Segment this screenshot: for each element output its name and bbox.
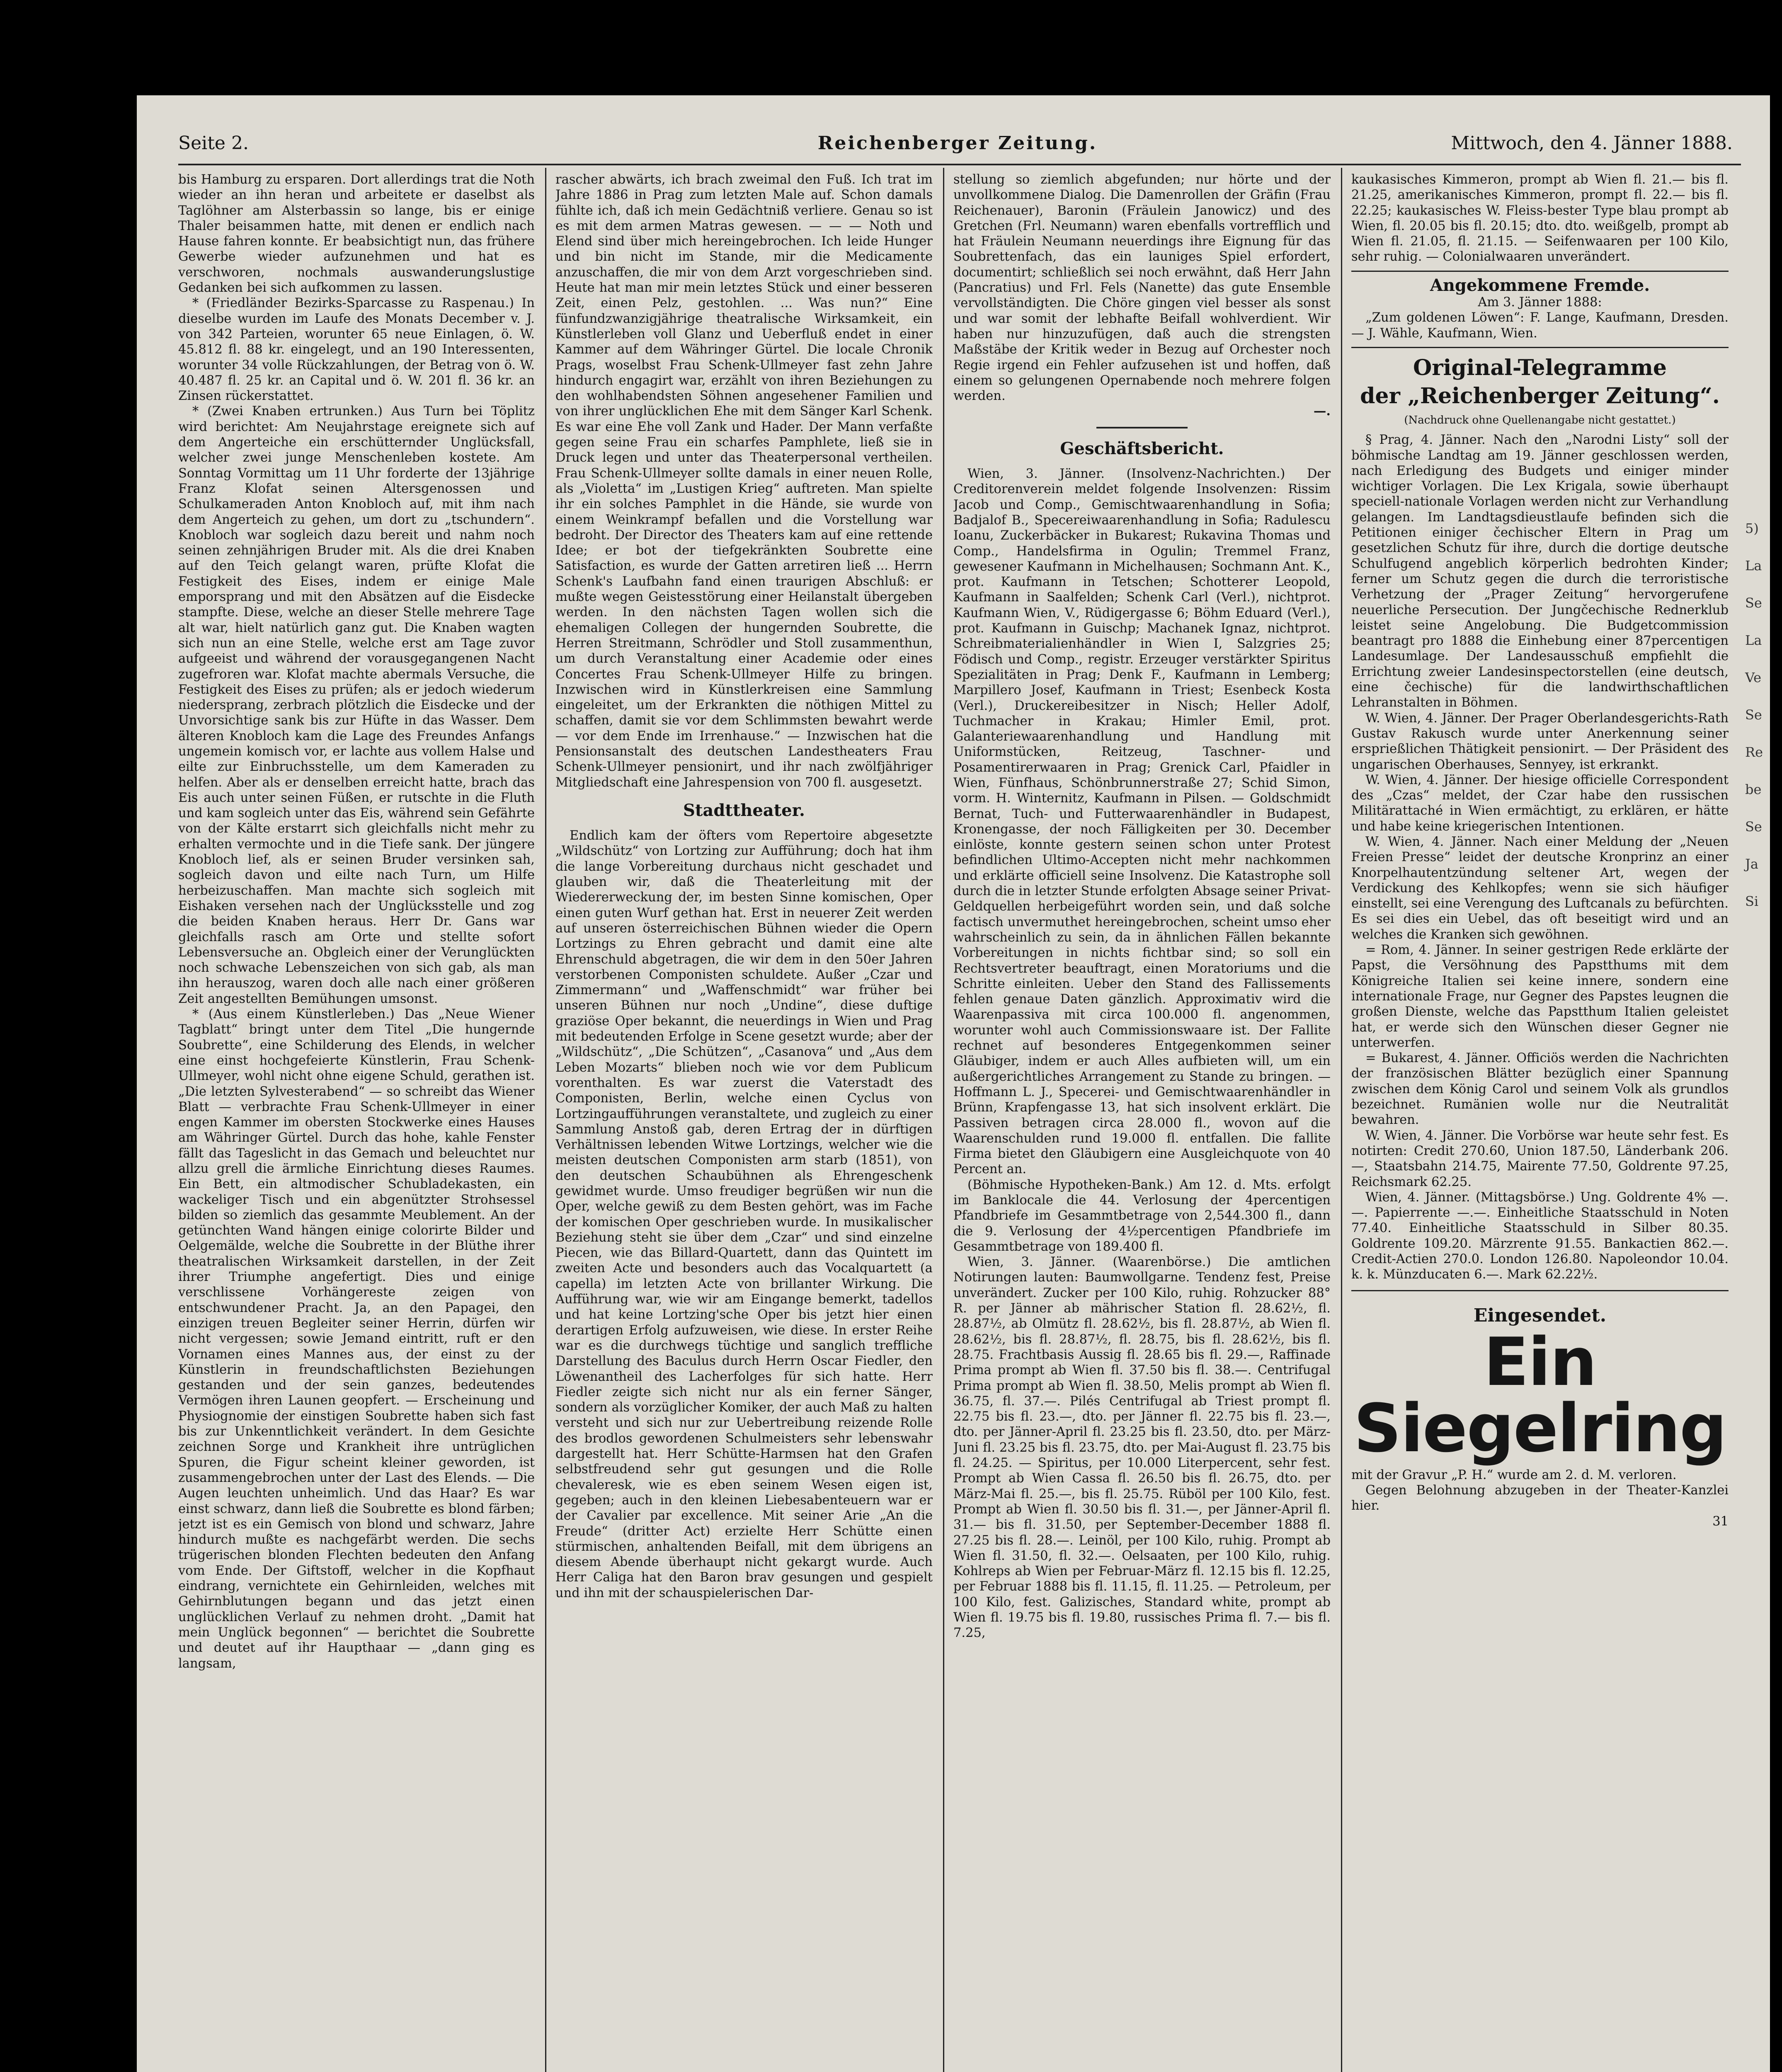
column-3	[953, 172, 1331, 2072]
section-heading-geschaeftsbericht: Geschäftsbericht.	[1060, 438, 1224, 458]
advert-section-heading: Eingesendet.	[1473, 1305, 1607, 1326]
issue-date: Mittwoch, den 4. Jänner 1888.	[1451, 133, 1733, 154]
adjacent-page-edge	[1745, 510, 1770, 920]
article-paragraph: (Böhmische Hypotheken-Bank.) Am 12. d. Mts. erfolgt im Banklocale die 44. Verlosung der 4percentigen Pfandbriefe im Gesammtbetrage von 2,544.300 fl., dann die 9. Verlosung der 4½percentigen Pfandbriefe im Gesammtbetrage von 189.400 fl.	[953, 1177, 1331, 1254]
edge-fragment: Se	[1745, 819, 1762, 835]
edge-fragment: La	[1745, 632, 1762, 648]
advert-text: Gegen Belohnung abzugeben in der Theater-Kanzlei hier.	[1351, 1483, 1729, 1513]
divider	[1351, 271, 1729, 272]
edge-fragment: Ja	[1745, 856, 1758, 872]
edge-fragment: Ve	[1745, 670, 1762, 685]
article-paragraph: Endlich kam der öfters vom Repertoire abgesetzte „Wildschütz“ von Lortzing zur Aufführung; doch hat ihm die lange Vorbereitung durchaus nicht geschadet und glauben wir, daß die Theaterleitung mit der Wiedererweckung der, im besten Sinne komischen, Oper einen guten Wurf gethan hat. Erst in neuerer Zeit werden auf unseren österreichischen Bühnen wieder die Opern Lortzings zu Ehren gebracht und damit eine alte Ehrenschuld abgetragen, die wir dem in den 50er Jahren verstorbenen Componisten schuldete. Außer „Czar und Zimmermann“ und „Waffenschmidt“ war früher bei unseren Bühnen nur noch „Undine“, diese duftige graziöse Oper bekannt, die neuerdings in Wien und Prag mit bedeutenden Erfolge in Scene gesetzt wurde; aber der „Wildschütz“, „Die Schützen“, „Casanova“ und „Aus dem Leben Mozarts“ blieben noch wie vor dem Publicum vorenthalten. Es war zuerst die Vaterstadt des Componisten, Berlin, welche einen Cyclus von Lortzingaufführungen veranstaltete, und zugleich zu einer Sammlung Anstoß gab, deren Ertrag der in dürftigen Verhältnissen lebenden Witwe Lortzings, welcher wie die meisten deutschen Componisten arm starb (1851), von den deutschen Schaubühnen als Ehrengeschenk gewidmet wurde. Umso freudiger begrüßen wir nun die Oper, welche gewiß zu dem Besten gehört, was im Fache der komischen Oper geschrieben wurde. In musikalischer Beziehung steht sie über dem „Czar“ und sind einzelne Piecen, wie das Billard-Quartett, dann das Quintett im zweiten Acte und besonders auch das Vocalquartett (a capella) im letzten Acte von brillanter Wirkung. Die Aufführung war, wie wir am Eingange bemerkt, tadellos und hat keine Lortzing'sche Oper bis jetzt hier einen derartigen Erfolg aufzuweisen, wie diese. In erster Reihe war es die durchwegs tüchtige und sanglich treffliche Darstellung des Baculus durch Herrn Oscar Fiedler, den Löwenantheil des Lacherfolges für sich hatte. Herr Fiedler zeigte sich nicht nur als ein ferner Sänger, sondern als vorzüglicher Komiker, der auch Maß zu halten versteht und sich nur zur Uebertreibung reizende Rolle des brodlos gewordenen Schulmeisters sehr lebenswahr dargestellt hat. Herr Schütte-Harmsen hat den Grafen selbstfreudend sehr gut gesungen und die Rolle chevaleresk, wie es eben seinem Wesen eigen ist, gegeben; auch in den kleinen Liebesabenteuern war er der Cavalier par excellence. Mit seiner Arie „An die Freude“ (dritter Act) erzielte Herr Schütte einen stürmischen, anhaltenden Beifall, mit dem übrigens an diesem Abende überhaupt nicht gekargt wurde. Auch Herr Caliga hat den Baron brav gesungen und gespielt und ihn mit der schauspielerischen Dar-	[555, 828, 933, 1600]
column-divider	[1341, 168, 1342, 2072]
fremde-date: Am 3. Jänner 1888:	[1478, 295, 1602, 310]
column-4	[1351, 172, 1729, 2072]
divider	[1096, 427, 1188, 428]
edge-fragment: Se	[1745, 595, 1762, 611]
advert-text: mit der Gravur „P. H.“ wurde am 2. d. M. verloren.	[1351, 1467, 1677, 1482]
article-paragraph: kaukasisches Kimmeron, prompt ab Wien fl. 21.— bis fl. 21.25, amerikanisches Kimmeron, prompt fl. 22.— bis fl. 22.25; kaukasisches W. Fleiss-bester Type blau prompt ab Wien, fl. 20.05 bis fl. 20.15; dto. dto. weißgelb, prompt ab Wien fl. 21.05, fl. 21.15. — Seifenwaaren per 100 Kilo, sehr ruhig. — Colonialwaaren unverändert.	[1351, 172, 1729, 264]
article-paragraph: * (Zwei Knaben ertrunken.) Aus Turn bei Töplitz wird berichtet: Am Neujahrstage ereignete sich auf dem Angerteiche ein erschütternder Unglücksfall, welcher zwei junge Menschenleben kostete. Am Sonntag Vormittag um 11 Uhr forderte der 13jährige Franz Klofat seinen Altersgenossen und Schulkameraden Anton Knobloch auf, mit ihm nach dem Angerteich zu gehen, um dort zu „tschundern“. Knobloch war sogleich dazu bereit und nahm noch seinen zehnjährigen Bruder mit. Als die drei Knaben auf den Teich gelangt waren, prüfte Klofat die Festigkeit des Eises, indem er einige Male emporsprang und mit den Absätzen auf die Eisdecke stampfte. Diese, welche an dieser Stelle mehrere Tage alt war, hielt natürlich ganz gut. Die Knaben wagten sich nun an eine Stelle, welche erst am Tage zuvor aufgeeist und während der vorausgegangenen Nacht zugefroren war. Klofat machte abermals Versuche, die Festigkeit des Eises zu prüfen; als er jedoch wiederum niedersprang, zerbrach plötzlich die Eisdecke und der Unvorsichtige sank bis zur Hüfte in das Wasser. Dem älteren Knobloch kam die Lage des Freundes Anfangs ungemein komisch vor, er lachte aus vollem Halse und eilte zur Einbruchsstelle, um dem Kameraden zu helfen. Aber als er denselben erreicht hatte, brach das Eis auch unter seinen Füßen, er rutschte in die Fluth und kam sogleich unter das Eis, während sein Gefährte von der Kälte erstarrt sich gleichfalls nicht mehr zu erhalten vermochte und in die Tiefe sank. Der jüngere Knobloch lief, als er seinen Bruder versinken sah, sogleich davon und eilte nach Turn, um Hilfe herbeizuschaffen. Man machte sich sogleich mit Eishaken versehen nach der Unglücksstelle und zog die beiden Knaben heraus. Herr Dr. Gans war gleichfalls rasch am Orte und stellte sofort Lebensversuche an. Obgleich einer der Verunglückten noch schwache Lebenszeichen von sich gab, als man ihn herauszog, waren doch alle nach einer größeren Zeit angestellten Bemühungen umsonst.	[178, 404, 535, 1006]
article-paragraph: „Zum goldenen Löwen“: F. Lange, Kaufmann, Dresden. — J. Wähle, Kaufmann, Wien.	[1351, 310, 1729, 341]
telegram-subheading: der „Reichenberger Zeitung“.	[1360, 383, 1720, 409]
edge-fragment: Se	[1745, 707, 1762, 723]
edge-fragment: be	[1745, 782, 1762, 797]
column-divider	[545, 168, 546, 2072]
article-paragraph: bis Hamburg zu ersparen. Dort allerdings trat die Noth wieder an ihn heran und arbeitete er daselbst als Taglöhner am Alsterbassin so lange, bis er einige Thaler beisammen hatte, mit denen er endlich nach Hause fahren konnte. Er beabsichtigt nun, das frühere Gewerbe wieder aufzunehmen und hat es verschworen, nochmals auswanderungslustige Gedanken bei sich aufkommen zu lassen.	[178, 172, 535, 295]
header-rule	[178, 164, 1741, 165]
article-paragraph: * (Aus einem Künstlerleben.) Das „Neue Wiener Tagblatt“ bringt unter dem Titel „Die hungernde Soubrette“, eine Schilderung des Elends, in welcher eine einst hochgefeierte Künstlerin, Frau Schenk-Ullmeyer, wohl nicht ohne eigene Schuld, gerathen ist. „Die letzten Sylvesterabend“ — so schreibt das Wiener Blatt — verbrachte Frau Schenk-Ullmeyer in einer engen Kammer im obersten Stockwerke eines Hauses am Währinger Gürtel. Durch das hohe, kahle Fenster fällt das Tageslicht in das Gemach und beleuchtet nur allzu grell die ärmliche Einrichtung dieses Raumes. Ein Bett, ein altmodischer Schubladekasten, ein wackeliger Tisch und ein abgenützter Strohsessel bilden so ziemlich das gesammte Meublement. An der getünchten Wand hängen einige colorirte Bilder und Oelgemälde, welche die Soubrette in der Blüthe ihrer theatralischen Wirksamkeit darstellen, in der Zeit ihrer Triumphe angefertigt. Dies und einige verschlissene Vorhängereste zeigen von entschwundener Pracht. Ja, an den Papagei, den einzigen treuen Begleiter seiner Herrin, dürfen wir nicht vergessen; sowie Jemand eintritt, ruft er den Vornamen eines Mannes aus, der einst zu der Künstlerin in freundschaftlichsten Beziehungen gestanden und der sein ganzes, bedeutendes Vermögen ihren Launen geopfert. — Erscheinung und Physiognomie der einstigen Soubrette haben sich fast bis zur Unkenntlichkeit verändert. In dem Gesichte zeichnen Sorge und Krankheit ihre untrüglichen Spuren, die Figur scheint kleiner geworden, ist zusammengebrochen unter der Last des Elends. — Die Augen leuchten unheimlich. Und das Haar? Es war einst schwarz, dann ließ die Soubrette es blond färben; jetzt ist es ein Gemisch von blond und schwarz, Jahre hindurch mußte es nachgefärbt werden. Die sechs trügerischen blonden Flechten bedeuten den Anfang vom Ende. Der Giftstoff, welcher in die Kopfhaut eindrang, vernichtete ein Gehirnleiden, welches mit Gehirnblutungen begann und das jetzt einen unglücklichen Verlauf zu nehmen droht. „Damit hat mein Unglück begonnen“ — berichtet die Soubrette und deutet auf ihr Haupthaar — „dann ging es langsam,	[178, 1007, 535, 1671]
author-sign: —.	[1313, 404, 1331, 419]
divider	[1351, 1290, 1729, 1291]
divider	[1351, 347, 1729, 348]
article-paragraph: stellung so ziemlich abgefunden; nur hörte und der unvollkommene Dialog. Die Damenrollen der Gräfin (Frau Reichenauer), Baronin (Fräulein Janowicz) und des Gretchen (Frl. Neumann) waren ebenfalls vortrefflich und hat Fräulein Neumann neuerdings ihre Eignung für das Soubrettenfach, das ein launiges Spiel erfordert, documentirt; schließlich sei noch erwähnt, daß Herr Jahn (Pancratius) und Frl. Fels (Nanette) das gute Ensemble vervollständigten. Die Chöre gingen viel besser als sonst und war somit der lebhafte Beifall wohlverdient. Wir haben nur hinzuzufügen, daß auch die strengsten Maßstäbe der Kritik weder in Bezug auf Orchester noch Regie irgend ein Fehler aufzusehen ist und hoffen, daß einem so gelungenen Opernabende noch mehrere folgen werden.	[953, 172, 1331, 404]
telegram-item: W. Wien, 4. Jänner. Der Prager Oberlandesgerichts-Rath Gustav Rakusch wurde unter Anerkennung seiner ersprießlichen Thätigkeit pensionirt. — Der Präsident des ungarischen Oberhauses, Sennyey, ist erkrankt.	[1351, 711, 1729, 772]
newspaper-title: Reichenberger Zeitung.	[817, 133, 1098, 154]
column-1	[178, 172, 535, 2072]
page-number: Seite 2.	[178, 133, 249, 154]
newspaper-page	[137, 95, 1770, 2072]
telegram-item: § Prag, 4. Jänner. Nach den „Narodni Listy“ soll der böhmische Landtag am 19. Jänner geschlossen werden, nach Erledigung des Budgets und einiger minder wichtiger Vorlagen. Die Lex Krigala, sowie überhaupt speciell-nationale Vorlagen werden nicht zur Verhandlung gelangen. Im Landtagsdieustlaufe befinden sich die Petitionen einiger čechischer Eltern in Prag um gesetzlichen Schutz für ihre, durch die dortige deutsche Schulfugend angeblich körperlich bedrohten Kinder; ferner um Schutz gegen die durch die terroristische Verhetzung der „Prager Zeitung“ hervorgerufene neuerliche Persecution. Der Jungčechische Rednerklub leistet seine Angelobung. Die Budgetcommission beantragt pro 1888 die Einhebung einer 87percentigen Landesumlage. Der Landesausschuß empfiehlt die Errichtung zweier Landesinspectorstellen (eine deutsch, eine čechische) für die landwirthschaftlichen Lehranstalten in Böhmen.	[1351, 433, 1729, 710]
telegram-item: W. Wien, 4. Jänner. Der hiesige officielle Correspondent des „Czas“ meldet, der Czar habe den russischen Militärattaché in Wien ermächtigt, zu erklären, er hätte und habe keine kriegerischen Intentionen.	[1351, 772, 1729, 834]
edge-fragment: Re	[1745, 744, 1763, 760]
article-paragraph: Wien, 3. Jänner. (Waarenbörse.) Die amtlichen Notirungen lauten: Baumwollgarne. Tendenz fest, Preise unverändert. Zucker per 100 Kilo, ruhig. Rohzucker 88° R. per Jänner ab mährischer Station fl. 28.62½, fl. 28.87½, ab Olmütz fl. 28.62½, bis fl. 28.87½, ab Wien fl. 28.62½, bis fl. 28.87½, fl. 28.75, bis fl. 28.62½, bis fl. 28.75. Frachtbasis Aussig fl. 28.65 bis fl. 29.—, Raffinade Prima prompt ab Wien fl. 37.50 bis fl. 38.—. Centrifugal Prima prompt ab Wien fl. 38.50, Melis prompt ab Wien fl. 36.75, fl. 37.—. Pilés Centrifugal ab Triest prompt fl. 22.75 bis fl. 23.—, dto. per Jänner fl. 22.75 bis fl. 23.—, dto. per Jänner-April fl. 23.25 bis fl. 23.50, dto. per März-Juni fl. 23.25 bis fl. 23.75, dto. per Mai-August fl. 23.75 bis fl. 24.25. — Spiritus, per 10.000 Literpercent, sehr fest. Prompt ab Wien Cassa fl. 26.50 bis fl. 26.75, dto. per März-Mai fl. 25.—, bis fl. 25.75. Rüböl per 100 Kilo, fest. Prompt ab Wien fl. 30.50 bis fl. 31.—, per Jänner-April fl. 31.— bis fl. 31.50, per September-December 1888 fl. 27.25 bis fl. 28.—. Leinöl, per 100 Kilo, ruhig. Prompt ab Wien fl. 31.50, fl. 32.—. Oelsaaten, per 100 Kilo, ruhig. Kohlreps ab Wien per Februar-März fl. 12.15 bis fl. 12.25, per Februar 1888 bis fl. 11.15, fl. 11.25. — Petroleum, per 100 Kilo, fest. Galizisches, Standard white, prompt ab Wien fl. 19.75 bis fl. 19.80, russisches Prima fl. 7.— bis fl. 7.25,	[953, 1255, 1331, 1641]
edge-fragment: Si	[1745, 893, 1759, 909]
advert-title: Ein Siegelring	[1353, 1323, 1726, 1467]
telegram-heading: Original-Telegramme	[1413, 355, 1667, 380]
section-heading-fremde: Angekommene Fremde.	[1430, 275, 1650, 295]
telegram-item: W. Wien, 4. Jänner. Nach einer Meldung der „Neuen Freien Presse“ leidet der deutsche Kronprinz an einer Knorpelhautentzündung seltener Art, wegen der Verdickung des Kehlkopfes; wenn sie sich häufiger einstellt, sei eine Verengung des Luftcanals zu befürchten. Es sei dies ein Uebel, das oft beseitigt wird und an welches die Kranken sich gewöhnen.	[1351, 834, 1729, 942]
telegram-item: Wien, 4. Jänner. (Mittagsbörse.) Ung. Goldrente 4% —.—. Papierrente —.—. Einheitliche Staatsschuld in Noten 77.40. Einheitliche Staatsschuld in Silber 80.35. Goldrente 109.20. Märzrente 91.55. Bankactien 862.—. Credit-Actien 270.0. London 126.80. Napoleondor 10.04. k. k. Münzducaten 6.—. Mark 62.22½.	[1351, 1190, 1729, 1282]
telegram-item: W. Wien, 4. Jänner. Die Vorbörse war heute sehr fest. Es notirten: Credit 270.60, Union 187.50, Länderbank 206.—, Staatsbahn 214.75, Mairente 77.50, Goldrente 97.25, Reichsmark 62.25.	[1351, 1128, 1729, 1189]
column-divider	[943, 168, 944, 2072]
reprint-note: (Nachdruck ohne Quellenangabe nicht gestattet.)	[1404, 414, 1676, 426]
advert-number: 31	[1712, 1514, 1729, 1529]
telegram-item: = Rom, 4. Jänner. In seiner gestrigen Rede erklärte der Papst, die Versöhnung des Papstthums mit dem Königreiche Italien sei keine innere, sondern eine internationale Frage, nur Gegner des Papstes leugnen die großen Dienste, welche das Papstthum Italien geleistet hat, er werde sich den Wünschen dieser Gegner nie unterwerfen.	[1351, 943, 1729, 1050]
section-heading-stadttheater: Stadttheater.	[683, 800, 805, 820]
edge-fragment: 5)	[1745, 520, 1759, 536]
article-paragraph: rascher abwärts, ich brach zweimal den Fuß. Ich trat im Jahre 1886 in Prag zum letzten Male auf. Schon damals fühlte ich, daß ich mein Gedächtniß verliere. Genau so ist es mit dem armen Matras gewesen. — — — Noth und Elend sind über mich hereingebrochen. Ich leide Hunger und bin nicht im Stande, mir die Medicamente anzuschaffen, die mir von dem Arzt vorgeschrieben sind. Heute hat man mir mein letztes Stück und einer besseren Zeit, einen Pelz, gestohlen. ... Was nun?“ Eine fünfundzwanzigjährige theatralische Wirksamkeit, ein Künstlerleben voll Glanz und Ueberfluß endet in einer Kammer auf dem Währinger Gürtel. Die locale Chronik Prags, woselbst Frau Schenk-Ullmeyer fast zehn Jahre hindurch engagirt war, erzählt von ihren Beziehungen zu den wohlhabendsten Söhnen angesehener Familien und von ihrer unglücklichen Ehe mit dem Sänger Karl Schenk. Es war eine Ehe voll Zank und Hader. Der Mann verfaßte gegen seine Frau ein scharfes Pamphlete, ließ sie in Druck legen und unter das Theaterpersonal vertheilen. Frau Schenk-Ullmeyer sollte damals in einer neuen Rolle, als „Violetta“ im „Lustigen Krieg“ auftreten. Man spielte ihr ein solches Pamphlet in die Hände, sie wurde von einem Weinkrampf befallen und die Vorstellung war bedroht. Der Director des Theaters kam auf eine rettende Idee; er bot der tiefgekränkten Soubrette eine Satisfaction, es wurde der Gatten arretiren ließ ... Herrn Schenk's Laufbahn fand einen traurigen Abschluß: er mußte wegen Geistesstörung einer Heilanstalt übergeben werden. In den nächsten Tagen wollen sich die ehemaligen Collegen der hungernden Soubrette, die Herren Streitmann, Schrödler und Stoll zusammenthun, um durch Veranstaltung einer Academie oder eines Concertes Frau Schenk-Ullmeyer Hilfe zu bringen. Inzwischen wird in Künstlerkreisen eine Sammlung eingeleitet, um der Erkrankten die nöthigen Mittel zu schaffen, damit sie vor dem Schlimmsten bewahrt werde — vor dem Ende im Irrenhause.“ — Inzwischen hat die Pensionsanstalt des deutschen Landestheaters Frau Schenk-Ullmeyer pensionirt, und ihr nach zwölfjähriger Mitgliedschaft eine Jahrespension von 700 fl. ausgesetzt.	[555, 172, 933, 790]
telegram-item: = Bukarest, 4. Jänner. Officiös werden die Nachrichten der französischen Blätter bezüglich einer Spannung zwischen dem König Carol und seinem Volk als grundlos bezeichnet. Rumänien wolle nur die Neutralität bewahren.	[1351, 1051, 1729, 1128]
page-header	[178, 133, 1733, 162]
article-paragraph: Wien, 3. Jänner. (Insolvenz-Nachrichten.) Der Creditorenverein meldet folgende Insolvenzen: Rissim Jacob und Comp., Gemischtwaarenhandlung in Sofia; Badjalof B., Specereiwaarenhandlung in Sofia; Radulescu Ioanu, Zuckerbäcker in Bukarest; Rukavina Thomas und Comp., Handelsfirma in Ogulin; Tremmel Franz, gewesener Kaufmann in Michelhausen; Sochmann Ant. K., prot. Kaufmann in Tetschen; Schotterer Leopold, Kaufmann in Saalfelden; Schenk Carl (Verl.), nichtprot. Kaufmann Wien, V., Rüdigergasse 6; Böhm Eduard (Verl.), prot. Kaufmann in Guischp; Machanek Ignaz, nichtprot. Schreibmaterialienhändler in Wien I, Salzgries 25; Födisch und Comp., registr. Erzeuger verstärkter Spiritus Spezialitäten in Prag; Denk F., Kaufmann in Lemberg; Marpillero Josef, Kaufmann in Triest; Esenbeck Kosta (Verl.), Druckereibesitzer in Nisch; Heller Adolf, Tuchmacher in Krakau; Himler Emil, prot. Galanteriewaarenhandlung und Handlung mit Uniformstücken, Reitzeug, Taschner- und Posamentirerwaaren in Prag; Grenick Carl, Pfaidler in Wien, Fünfhaus, Schönbrunnerstraße 27; Schid Simon, vorm. H. Winternitz, Kaufmann in Pilsen. — Goldschmidt Bernat, Tuch- und Futterwaarenhändler in Budapest, Kronengasse, der noch Fälligkeiten per 30. December einlöste, konnte gestern seinen schon unter Protest befindlichen Ultimo-Accepten nicht mehr nachkommen und erklärte officiell seine Insolvenz. Die Katastrophe soll durch die in letzter Stunde erfolgten Absage seiner Privat-Geldquellen herbeigeführt worden sein, und daß solche factisch unvermuthet hereingebrochen, scheint umso eher wahrscheinlich zu sein, da in ähnlichen Fällen bekannte Vorbereitungen in nichts fichtbar sind; so soll ein Rechtsvertreter beauftragt, einen Moratoriums und die Schritte einleiten. Ueber den Stand des Fallissements fehlen genaue Daten gänzlich. Approximativ wird die Waarenpassiva mit circa 100.000 fl. angenommen, worunter wohl auch Commissionswaare ist. Der Fallite rechnet auf besonderes Entgegenkommen seiner Gläubiger, indem er auch Alles aufbieten will, um ein außergerichtliches Arrangement zu Stande zu bringen. — Hoffmann L. J., Specerei- und Gemischtwaarenhändler in Brünn, Krapfengasse 13, hat sich insolvent erklärt. Die Passiven betragen circa 28.000 fl., wovon auf die Waarenschulden rund 19.000 fl. entfallen. Die fallite Firma bietet den Gläubigern eine Ausgleichquote von 40 Percent an.	[953, 467, 1331, 1177]
edge-fragment: La	[1745, 558, 1762, 574]
article-paragraph: * (Friedländer Bezirks-Sparcasse zu Raspenau.) In dieselbe wurden im Laufe des Monats December v. J. von 342 Parteien, worunter 65 neue Einlagen, ö. W. 45.812 fl. 88 kr. eingelegt, und an 190 Interessenten, worunter 34 volle Rückzahlungen, der Betrag von ö. W. 40.487 fl. 25 kr. an Capital und ö. W. 201 fl. 36 kr. an Zinsen rückerstattet.	[178, 296, 535, 404]
column-2	[555, 172, 933, 2072]
